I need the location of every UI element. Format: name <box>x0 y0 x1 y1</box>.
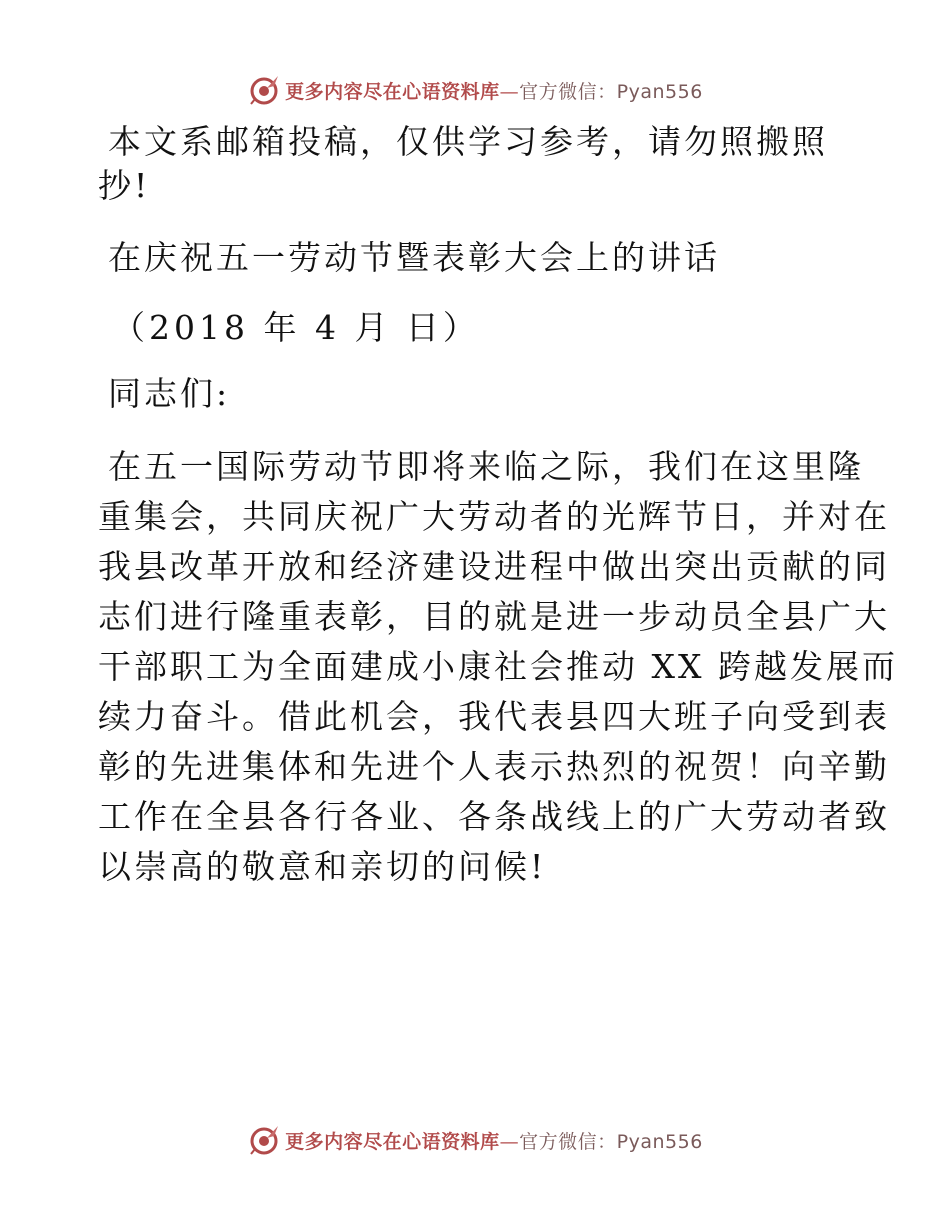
body-line: 在五一国际劳动节即将来临之际，我们在这里隆 <box>108 447 864 486</box>
watermark-footer <box>0 1120 950 1160</box>
body-line: 志们进行隆重表彰，目的就是进一步动员全县广大 <box>98 597 890 636</box>
body-line: 彰的先进集体和先进个人表示热烈的祝贺！向辛勤 <box>98 747 890 786</box>
speech-title: 在庆祝五一劳动节暨表彰大会上的讲话 <box>108 238 720 277</box>
watermark-main-text: 更多内容尽在心语资料库 <box>285 1130 500 1153</box>
watermark-header-inner <box>247 73 703 107</box>
body-paragraph <box>98 442 898 892</box>
greeting: 同志们: <box>108 374 231 413</box>
body-line: 工作在全县各行各业、各条战线上的广大劳动者致 <box>98 797 890 836</box>
notice-line-2: 抄! <box>98 166 151 205</box>
body-line: 以崇高的敬意和亲切的问候! <box>98 847 547 886</box>
watermark-wechat-text: 官方微信：Pyan556 <box>519 1130 703 1153</box>
body-line: 重集会，共同庆祝广大劳动者的光辉节日，并对在 <box>98 497 890 536</box>
quill-logo-icon <box>247 73 281 107</box>
document-body <box>98 120 898 892</box>
speech-date: （2018 年 4 月 日） <box>112 308 480 347</box>
quill-logo-icon <box>247 1123 281 1157</box>
watermark-wechat-text: 官方微信：Pyan556 <box>519 80 703 103</box>
body-line: 干部职工为全面建成小康社会推动 XX 跨越发展而 <box>98 647 898 686</box>
notice-paragraph <box>98 120 858 208</box>
watermark-header <box>0 70 950 110</box>
notice-line-1: 本文系邮箱投稿，仅供学习参考，请勿照搬照 <box>108 122 828 161</box>
watermark-main-text: 更多内容尽在心语资料库 <box>285 80 500 103</box>
watermark-dash: — <box>499 1130 520 1153</box>
watermark-dash: — <box>499 80 520 103</box>
body-line: 我县改革开放和经济建设进程中做出突出贡献的同 <box>98 547 890 586</box>
watermark-footer-inner <box>247 1123 703 1157</box>
watermark-text <box>285 1127 703 1154</box>
body-line: 续力奋斗。借此机会，我代表县四大班子向受到表 <box>98 697 890 736</box>
watermark-text <box>285 77 703 104</box>
